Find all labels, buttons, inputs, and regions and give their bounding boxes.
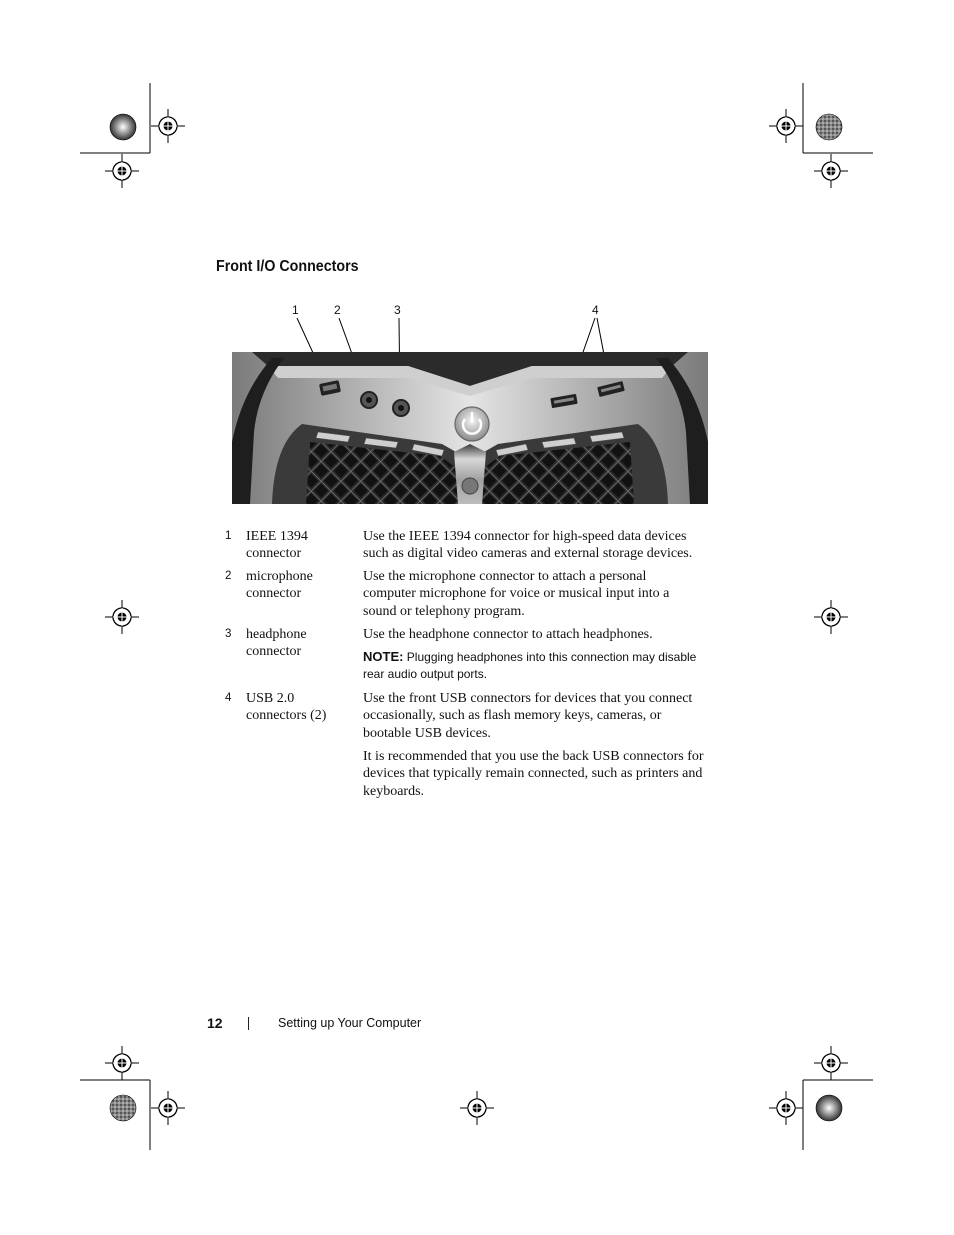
footer-divider [248,1017,249,1030]
item-1-description: Use the IEEE 1394 connector for high-speed data devices such as digital video cameras and external storage devices. [363,529,693,562]
item-2-term: microphone connector [246,569,313,602]
item-2-number: 2 [225,570,232,582]
item-2-description: Use the microphone connector to attach a personal computer microphone for voice or musical input into a sound or telephony program. [363,569,670,619]
item-1-term: IEEE 1394 connector [246,529,308,562]
callout-1: 1 [292,303,299,317]
item-1-number: 1 [225,530,232,542]
item-4-description-2: It is recommended that you use the back USB connectors for devices that typically remain connected, such as printers and keyboards. [363,749,704,799]
page-number: 12 [207,1015,223,1031]
note-label: NOTE: [363,649,404,664]
callout-3: 3 [394,303,401,317]
item-3-number: 3 [225,628,232,640]
front-panel-figure [232,352,708,504]
section-title: Front I/O Connectors [216,258,359,275]
item-4-description: Use the front USB connectors for devices that you connect occasionally, such as flash memory keys, cameras, or bootable USB devices. [363,691,693,741]
item-4-number: 4 [225,692,232,704]
chapter-title: Setting up Your Computer [278,1016,422,1030]
item-4-term: USB 2.0 connectors (2) [246,691,327,724]
item-3-note [363,648,715,683]
item-3-term: headphone connector [246,627,307,660]
callout-4: 4 [592,303,599,317]
callout-2: 2 [334,303,341,317]
note-text: Plugging headphones into this connection may disable rear audio output ports. [363,650,697,681]
item-3-description: Use the headphone connector to attach headphones. [363,627,653,642]
